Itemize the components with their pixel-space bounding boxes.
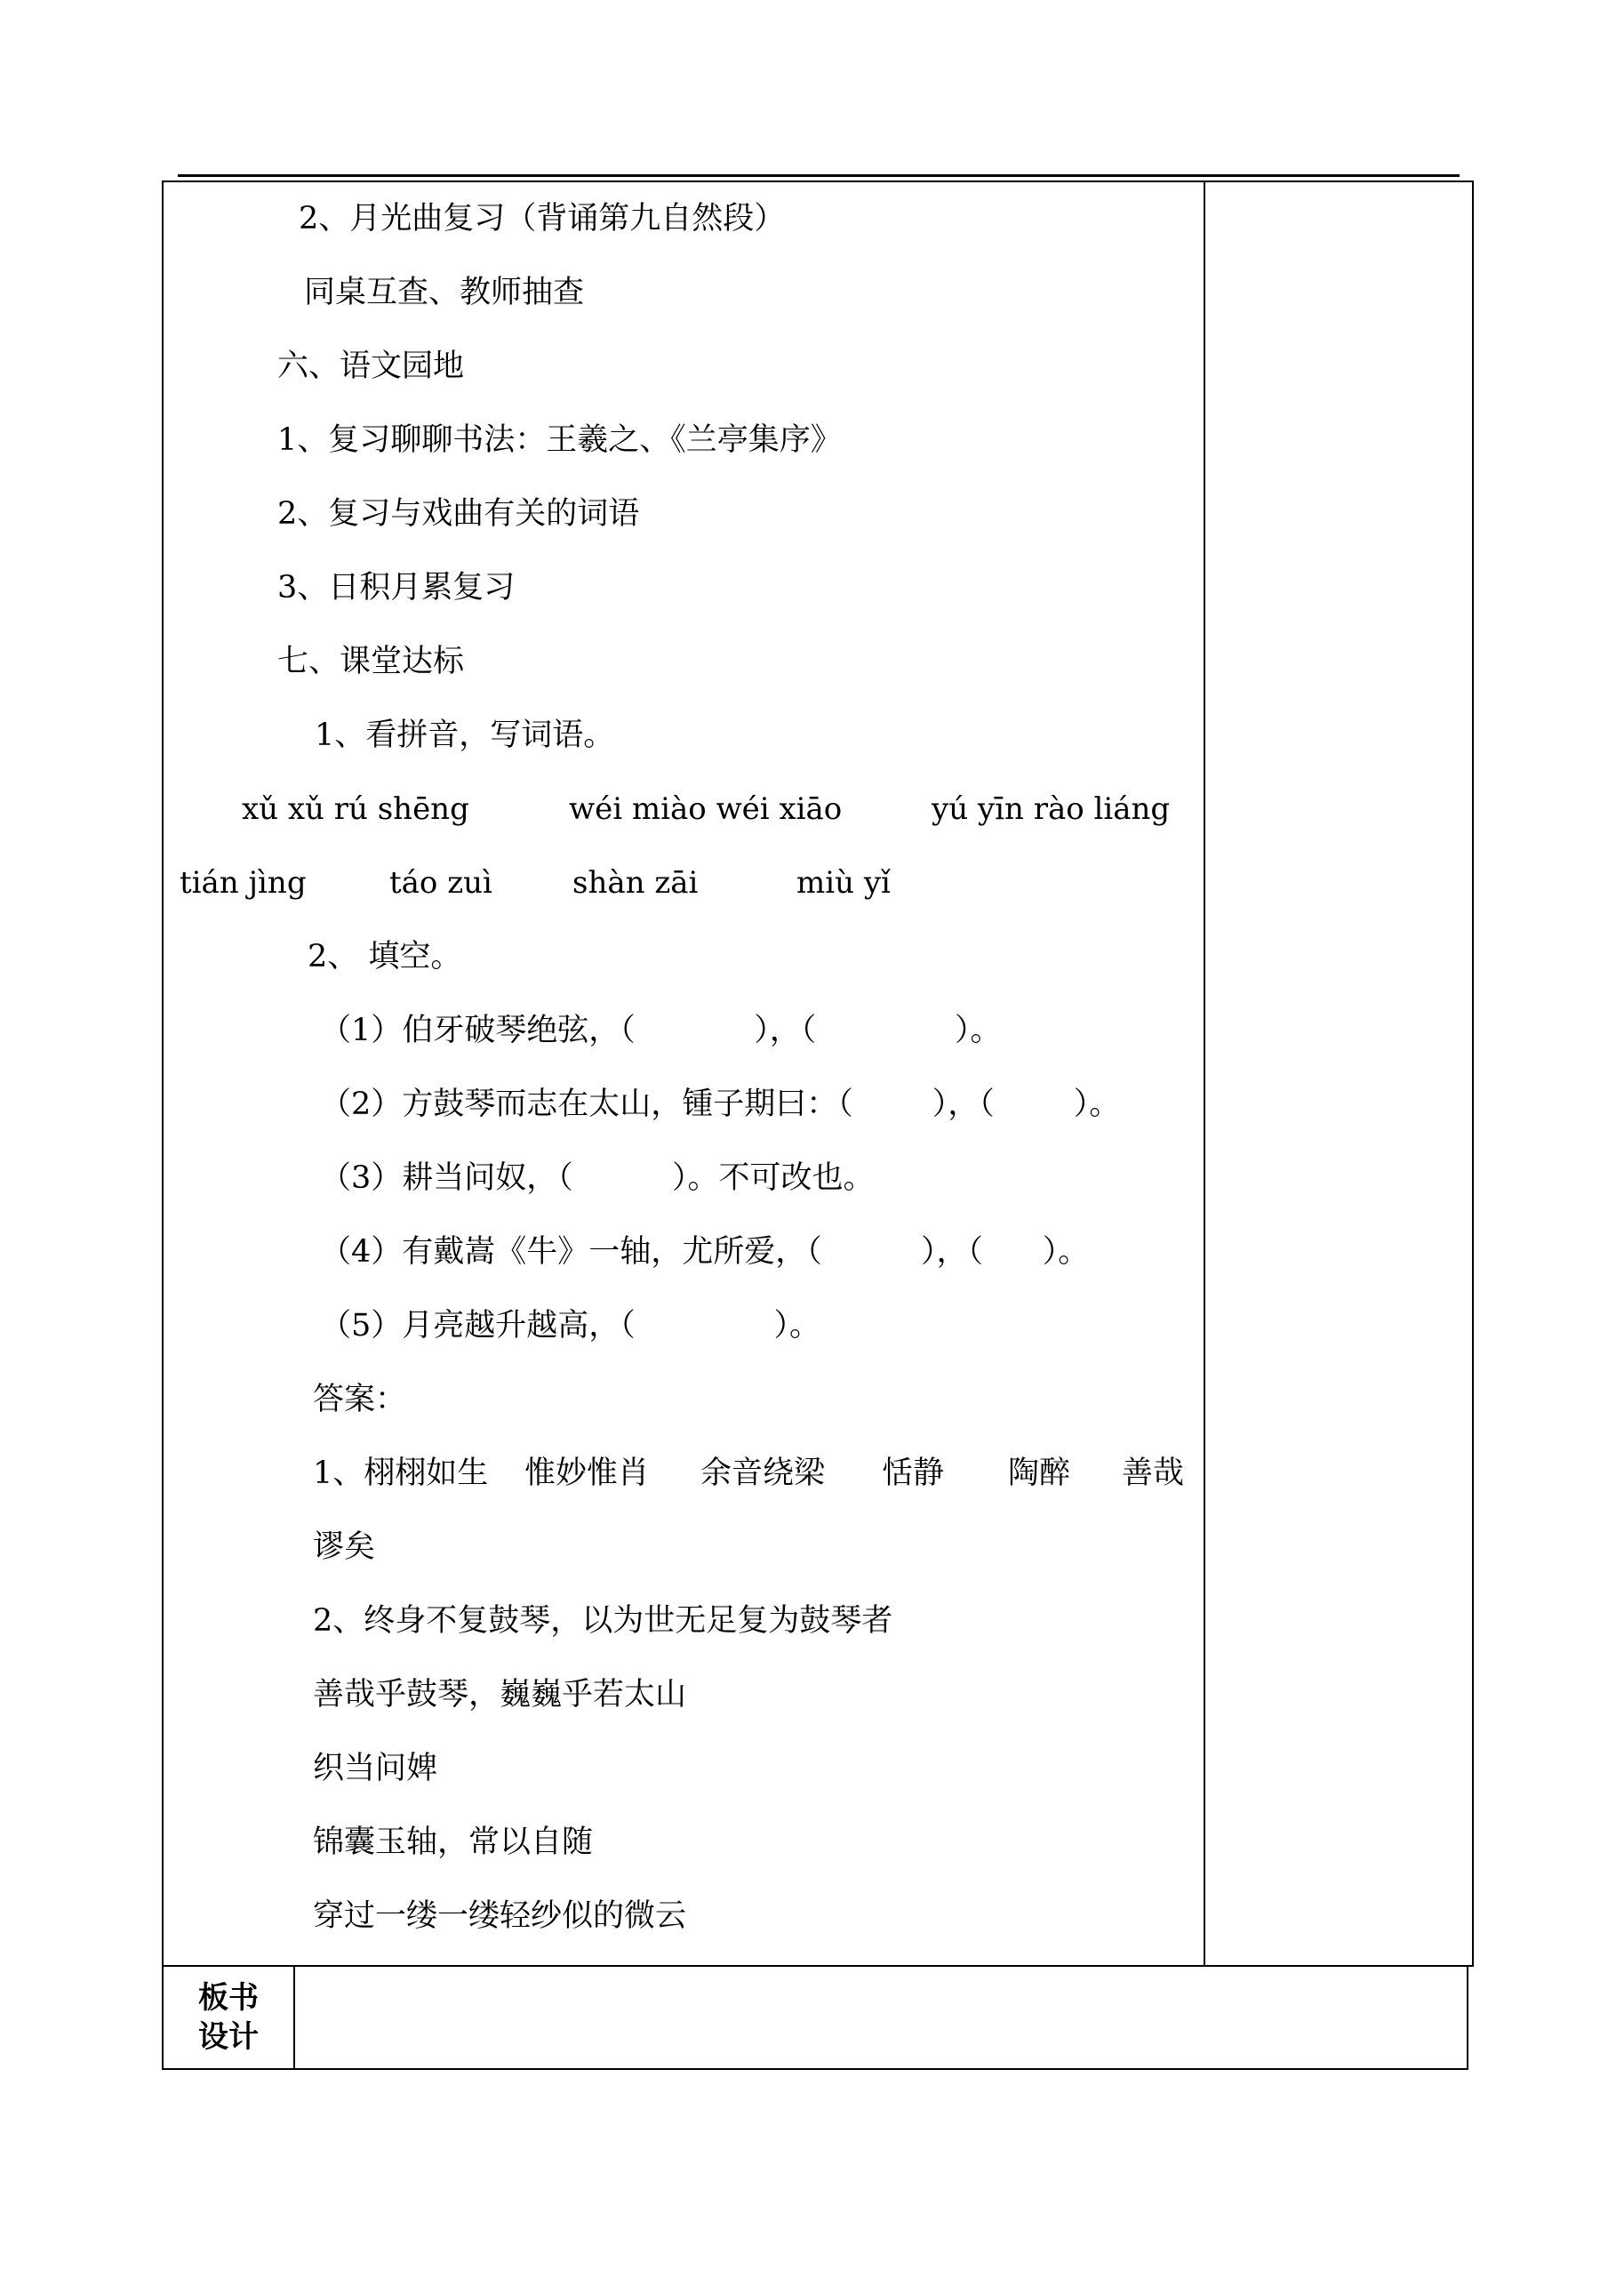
board-design-label — [164, 1967, 295, 2068]
answer-line: 穿过一缕一缕轻纱似的微云 — [313, 1898, 687, 1934]
answer-word: 余音绕梁 — [700, 1456, 826, 1491]
answer-line: 善哉乎鼓琴，巍巍乎若太山 — [313, 1677, 687, 1712]
section-six-heading: 六、语文园地 — [277, 349, 465, 384]
pinyin-item: wéi miào wéi xiāo — [569, 791, 843, 827]
board-label-line: 板书 — [198, 1980, 259, 2016]
daily-accumulation-line: 3、日积月累复习 — [277, 570, 516, 606]
calligraphy-review-line: 1、复习聊聊书法：王羲之、《兰亭集序》 — [277, 422, 842, 458]
fill-blank-item: （4）有戴嵩《牛》一轴，尤所爱，（ ），（ ）。 — [320, 1234, 1090, 1270]
answer-word: 恬静 — [882, 1456, 945, 1491]
peer-check-line: 同桌互查、教师抽查 — [304, 275, 585, 310]
answer-word: 善哉 — [1122, 1456, 1185, 1491]
fill-blank-item: （3）耕当问奴，（ ）。不可改也。 — [320, 1160, 875, 1196]
answer-line: 锦囊玉轴，常以自随 — [313, 1825, 594, 1860]
pinyin-item: yú yīn rào liáng — [932, 791, 1171, 827]
answer-line: 2、终身不复鼓琴，以为世无足复为鼓琴者 — [313, 1603, 893, 1639]
answer-word: 1、栩栩如生 — [313, 1456, 489, 1491]
opera-words-line: 2、复习与戏曲有关的词语 — [277, 496, 640, 532]
answer-line: 织当问婢 — [313, 1751, 438, 1786]
fill-blank-item: （1）伯牙破琴绝弦，（ ），（ ）。 — [320, 1013, 1002, 1048]
pinyin-item: xǔ xǔ rú shēng — [242, 791, 469, 827]
pinyin-item: táo zuì — [389, 865, 492, 901]
pinyin-task-title: 1、看拼音，写词语。 — [315, 718, 615, 753]
pinyin-item: tián jìng — [180, 865, 307, 901]
board-label-line: 设计 — [198, 2019, 259, 2055]
section-seven-heading: 七、课堂达标 — [277, 644, 465, 679]
board-design-table — [162, 1965, 1468, 2070]
column-divider — [1204, 182, 1205, 1965]
fill-blank-title: 2、 填空。 — [308, 939, 462, 975]
answer-word: 惟妙惟肖 — [524, 1456, 650, 1491]
review-moonlight-line: 2、月光曲复习（背诵第九自然段） — [299, 201, 786, 237]
fill-blank-item: （5）月亮越升越高，（ ）。 — [320, 1308, 821, 1344]
fill-blank-item: （2）方鼓琴而志在太山，锺子期曰：（ ），（ ）。 — [320, 1087, 1121, 1122]
answer-word: 谬矣 — [313, 1529, 376, 1565]
answer-label: 答案： — [313, 1382, 407, 1417]
answer-word: 陶醉 — [1008, 1456, 1071, 1491]
lesson-content-table — [162, 180, 1474, 1967]
pinyin-item: miù yǐ — [796, 865, 891, 901]
pinyin-item: shàn zāi — [572, 865, 699, 901]
header-rule — [178, 174, 1460, 177]
